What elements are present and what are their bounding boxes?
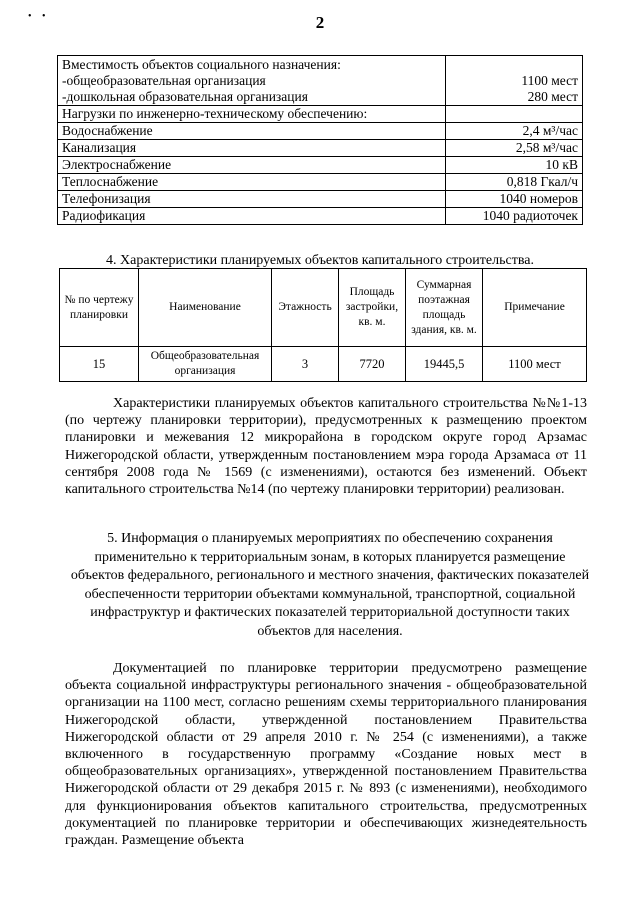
column-header: № по чертежу планировки (60, 269, 139, 347)
table-cell: Общеобразовательная организация (139, 347, 272, 382)
paragraph-text: Характеристики планируемых объектов капитального строительства №№1-13 (по чертежу планировки территории), предусмотренных к размещению проектом планировки и межевания 12 микрорайона в городском округе город Арзамас Нижегородской области, утвержденным постановлением мэра города Арзамаса от 11 сентября 2008 года № 1569 (с изменениями), остаются без изменений. Объект капитального строительства №14 (по чертежу планировки территории) реализован. (65, 396, 587, 498)
row-label: Водоснабжение (58, 123, 446, 140)
capacity-heading: Вместимость объектов социального назначения: (62, 57, 341, 72)
column-header: Этажность (272, 269, 339, 347)
table-cell: 19445,5 (406, 347, 483, 382)
table-row (58, 191, 583, 208)
row-value: 10 кВ (446, 157, 583, 174)
row-label: Теплоснабжение (58, 174, 446, 191)
table-cell: 15 (60, 347, 139, 382)
column-header: Примечание (483, 269, 587, 347)
table-cell (58, 56, 446, 106)
objects-table (59, 268, 587, 382)
table-cell: 1100 мест (483, 347, 587, 382)
capacity-school-value: 1100 мест (521, 73, 578, 88)
table-header-row (60, 269, 587, 347)
capacity-preschool-value: 280 мест (527, 89, 578, 104)
table-cell: 3 (272, 347, 339, 382)
table-row (58, 123, 583, 140)
row-value: 0,818 Гкал/ч (446, 174, 583, 191)
loads-heading: Нагрузки по инженерно-техническому обеспечению: (58, 106, 446, 123)
paragraph-documentation (65, 660, 587, 849)
section4-caption: 4. Характеристики планируемых объектов капитального строительства. (106, 253, 534, 268)
table-cell (446, 56, 583, 106)
row-label: Телефонизация (58, 191, 446, 208)
capacity-table (57, 55, 583, 225)
section5-heading: 5. Информация о планируемых мероприятиях по обеспечению сохранения применительно к территориальным зонам, в которых планируется размещение объектов федерального, регионального и местного значения, фактических показателей обеспеченности территории объектами коммунальной, транспортной, социальной инфраструктур и фактических показателей территориальной доступности таких объектов для населения. (70, 531, 590, 639)
page-number: 2 (315, 13, 325, 32)
table-row (58, 208, 583, 225)
row-value: 2,4 м³/час (446, 123, 583, 140)
row-label: Радиофикация (58, 208, 446, 225)
row-value: 1040 номеров (446, 191, 583, 208)
column-header: Суммарная поэтажная площадь здания, кв. м. (406, 269, 483, 347)
table-row (60, 347, 587, 382)
capacity-preschool-label: -дошкольная образовательная организация (62, 89, 308, 104)
table-row (58, 157, 583, 174)
table-cell (446, 106, 583, 123)
row-label: Электроснабжение (58, 157, 446, 174)
scan-dots: • • (28, 11, 50, 22)
table-cell: 7720 (339, 347, 406, 382)
row-label: Канализация (58, 140, 446, 157)
column-header: Площадь застройки, кв. м. (339, 269, 406, 347)
table-row (58, 174, 583, 191)
paragraph-text: Документацией по планировке территории предусмотрено размещение объекта социальной инфраструктуры регионального значения - общеобразовательной организации на 1100 мест, согласно решениям схемы территориального планирования Нижегородской области, утвержденной постановлением Правительства Нижегородской области от 29 апреля 2010 г. № 254 (с изменениями), а также включенного в государственную программу «Создание новых мест в общеобразовательных организациях», утвержденной постановлением Правительства Нижегородской области от 29 декабря 2015 г. № 893 (с изменениями), необходимого для функционирования объектов капитального строительства, предусмотренных документацией по планировке территории и обеспечивающих жизнедеятельность граждан. Размещение объекта (65, 661, 587, 849)
capacity-heading-value (450, 57, 578, 73)
paragraph-characteristics (65, 395, 587, 498)
table-row (58, 140, 583, 157)
table-row (58, 106, 583, 123)
column-header: Наименование (139, 269, 272, 347)
capacity-school-label: -общеобразовательная организация (62, 73, 266, 88)
table-row (58, 56, 583, 106)
row-value: 1040 радиоточек (446, 208, 583, 225)
row-value: 2,58 м³/час (446, 140, 583, 157)
